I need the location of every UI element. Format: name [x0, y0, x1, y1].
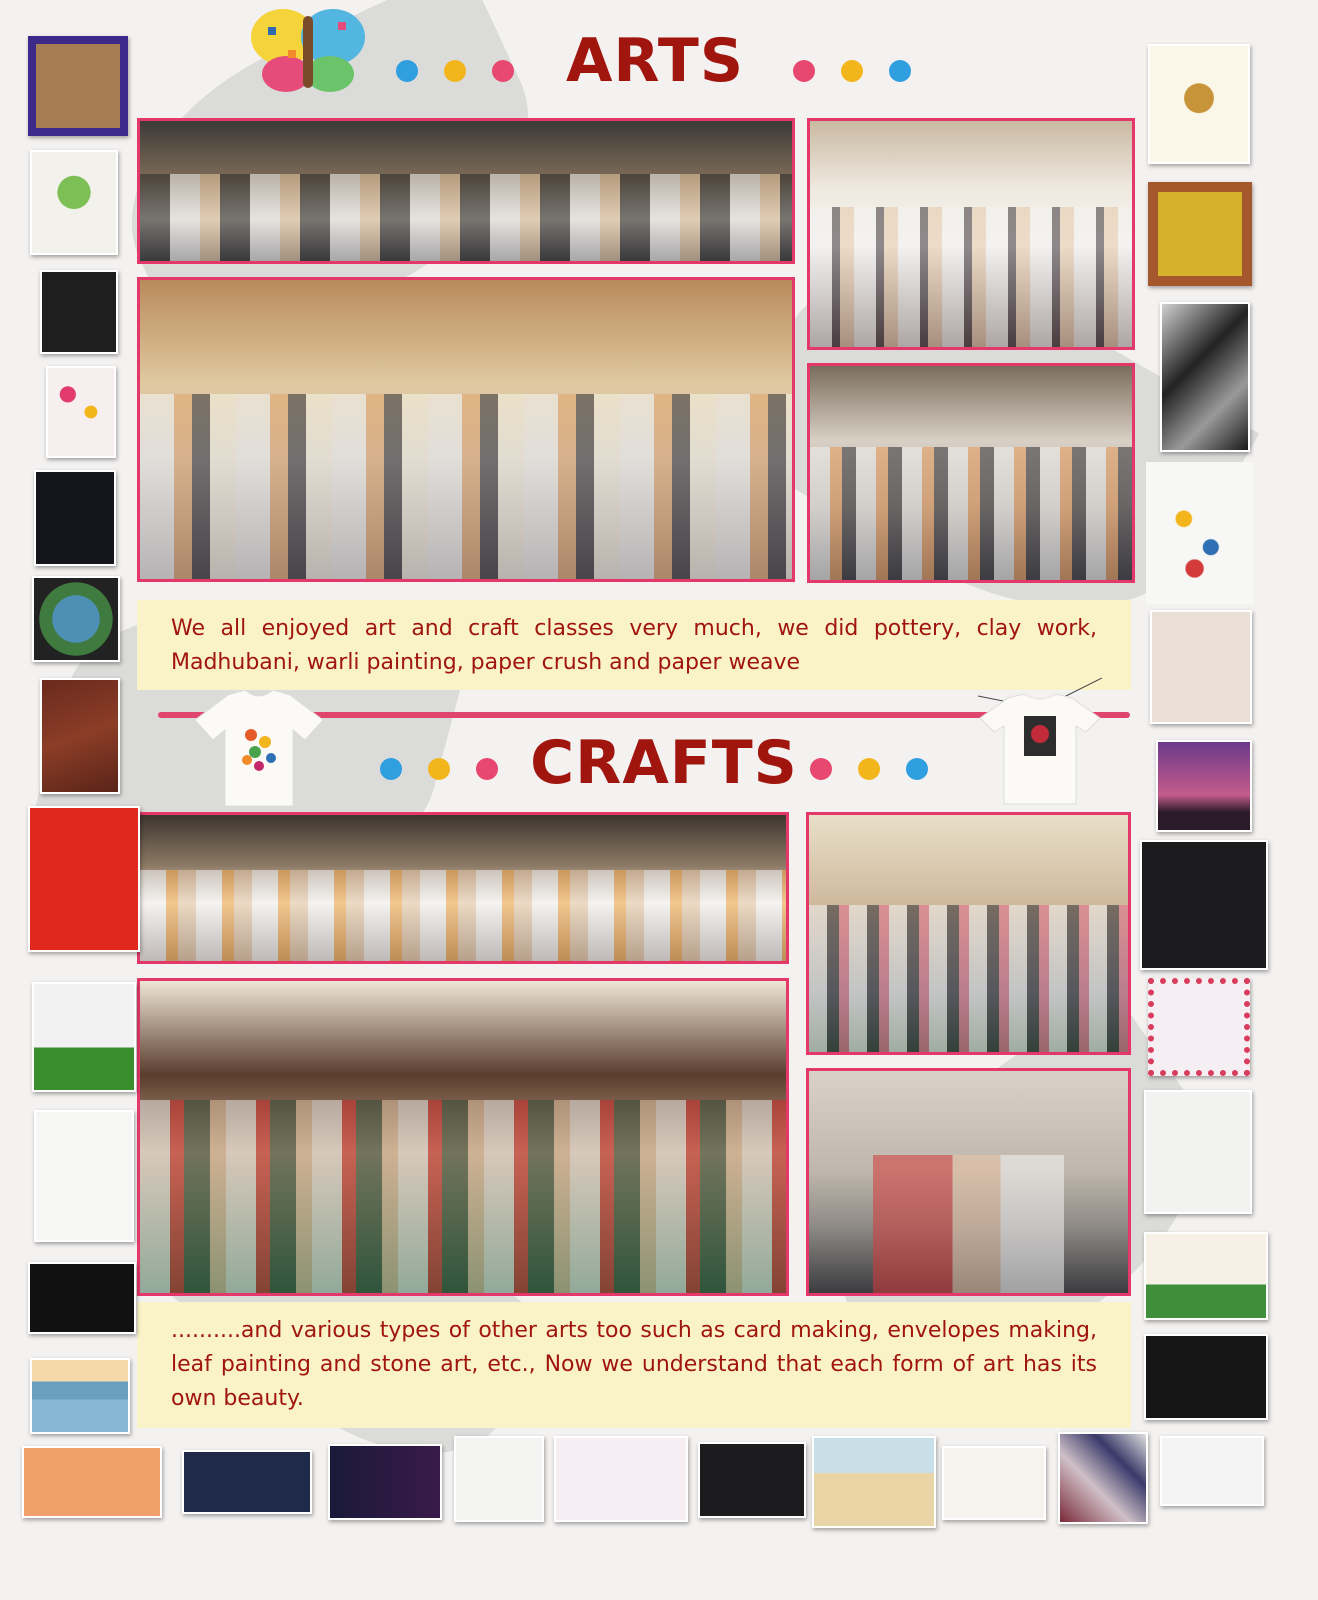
- students-group: [810, 447, 1132, 580]
- hanging-tshirt-icon: [978, 676, 1102, 806]
- artwork-warli-night: [34, 470, 116, 566]
- artwork-paper-crush-black: [1160, 302, 1250, 452]
- artwork-warli-panel: [698, 1442, 806, 1518]
- students-group: [809, 905, 1128, 1052]
- crafts-description: ..........and various types of other arts too such as card making, envelopes making, leaf painting and stone art, etc., Now we understand that each form of art has its own beauty.: [137, 1302, 1131, 1428]
- arts-description: We all enjoyed art and craft classes very much, we did pottery, clay work, Madhubani, warli painting, paper crush and paper weave: [137, 600, 1131, 690]
- artwork-flower-stone-art: [554, 1436, 688, 1522]
- dot-yellow: [841, 60, 863, 82]
- artwork-bamboo-panda: [32, 982, 136, 1092]
- dot-yellow: [428, 758, 450, 780]
- artwork-scratch-art: [328, 1444, 442, 1520]
- butterfly-icon: [248, 2, 368, 97]
- artwork-warli-couple: [40, 270, 118, 354]
- artwork-sketches: [1160, 1436, 1264, 1506]
- arts-photo-warli-group: [137, 118, 795, 264]
- artwork-paper-crush-brown: [40, 678, 120, 794]
- students-group: [809, 1155, 1128, 1293]
- artwork-eco-friendly-leaf: [1144, 1090, 1252, 1214]
- crafts-photo-hall-group: [806, 812, 1131, 1055]
- artwork-madhubani-tree-fabric: [1148, 44, 1250, 164]
- arts-photo-madhubani-group: [137, 277, 795, 582]
- artwork-portrait-pencil: [454, 1436, 544, 1522]
- artwork-flower-painting: [46, 366, 116, 458]
- artwork-letter-s-tile: [1148, 182, 1252, 286]
- artwork-pyramid-landscape: [812, 1436, 936, 1528]
- artwork-fruit-painting: [942, 1446, 1046, 1520]
- students-group: [810, 207, 1132, 347]
- dot-blue: [889, 60, 911, 82]
- dot-blue: [396, 60, 418, 82]
- arts-heading: ARTS: [565, 26, 745, 96]
- artwork-warli-dance: [1140, 840, 1268, 970]
- artwork-black-pot: [28, 1262, 136, 1334]
- students-group: [140, 174, 792, 261]
- artwork-portrait-sketch: [34, 1110, 134, 1242]
- dot-pink: [810, 758, 832, 780]
- arts-photo-class-standing: [807, 118, 1135, 350]
- crafts-photo-card-group: [137, 812, 789, 964]
- artwork-clay-frame: [28, 36, 128, 136]
- dot-yellow: [444, 60, 466, 82]
- artwork-warli-grid: [1144, 1334, 1268, 1420]
- dot-blue: [906, 758, 928, 780]
- dot-pink: [793, 60, 815, 82]
- students-group: [140, 870, 786, 961]
- artwork-letter-p-collage: [182, 1450, 312, 1514]
- crafts-heading: CRAFTS: [530, 728, 798, 798]
- artwork-mushroom-scene: [1144, 1232, 1268, 1320]
- students-group: [140, 1100, 786, 1293]
- artwork-madhubani-tree: [30, 150, 118, 255]
- artwork-paper-weave-collage: [1058, 1432, 1148, 1524]
- artwork-painted-tshirt: [1146, 462, 1254, 604]
- painted-tshirt-icon: [193, 690, 325, 808]
- dot-blue: [380, 758, 402, 780]
- dot-yellow: [858, 758, 880, 780]
- artwork-stitched-cloth: [1148, 978, 1250, 1076]
- students-group: [140, 394, 792, 579]
- crafts-photo-stone-art: [806, 1068, 1131, 1296]
- arts-photo-paper-weave-group: [807, 363, 1135, 583]
- artwork-palm-sunset: [1156, 740, 1252, 832]
- artwork-landscape-circle: [32, 576, 120, 662]
- crafts-photo-floor-group: [137, 978, 789, 1296]
- artwork-envelope-design: [22, 1446, 162, 1518]
- artwork-river-landscape: [30, 1358, 130, 1434]
- artwork-letter-s-mosaic: [1150, 610, 1252, 724]
- artwork-greeting-card: [28, 806, 140, 952]
- dot-pink: [476, 758, 498, 780]
- dot-pink: [492, 60, 514, 82]
